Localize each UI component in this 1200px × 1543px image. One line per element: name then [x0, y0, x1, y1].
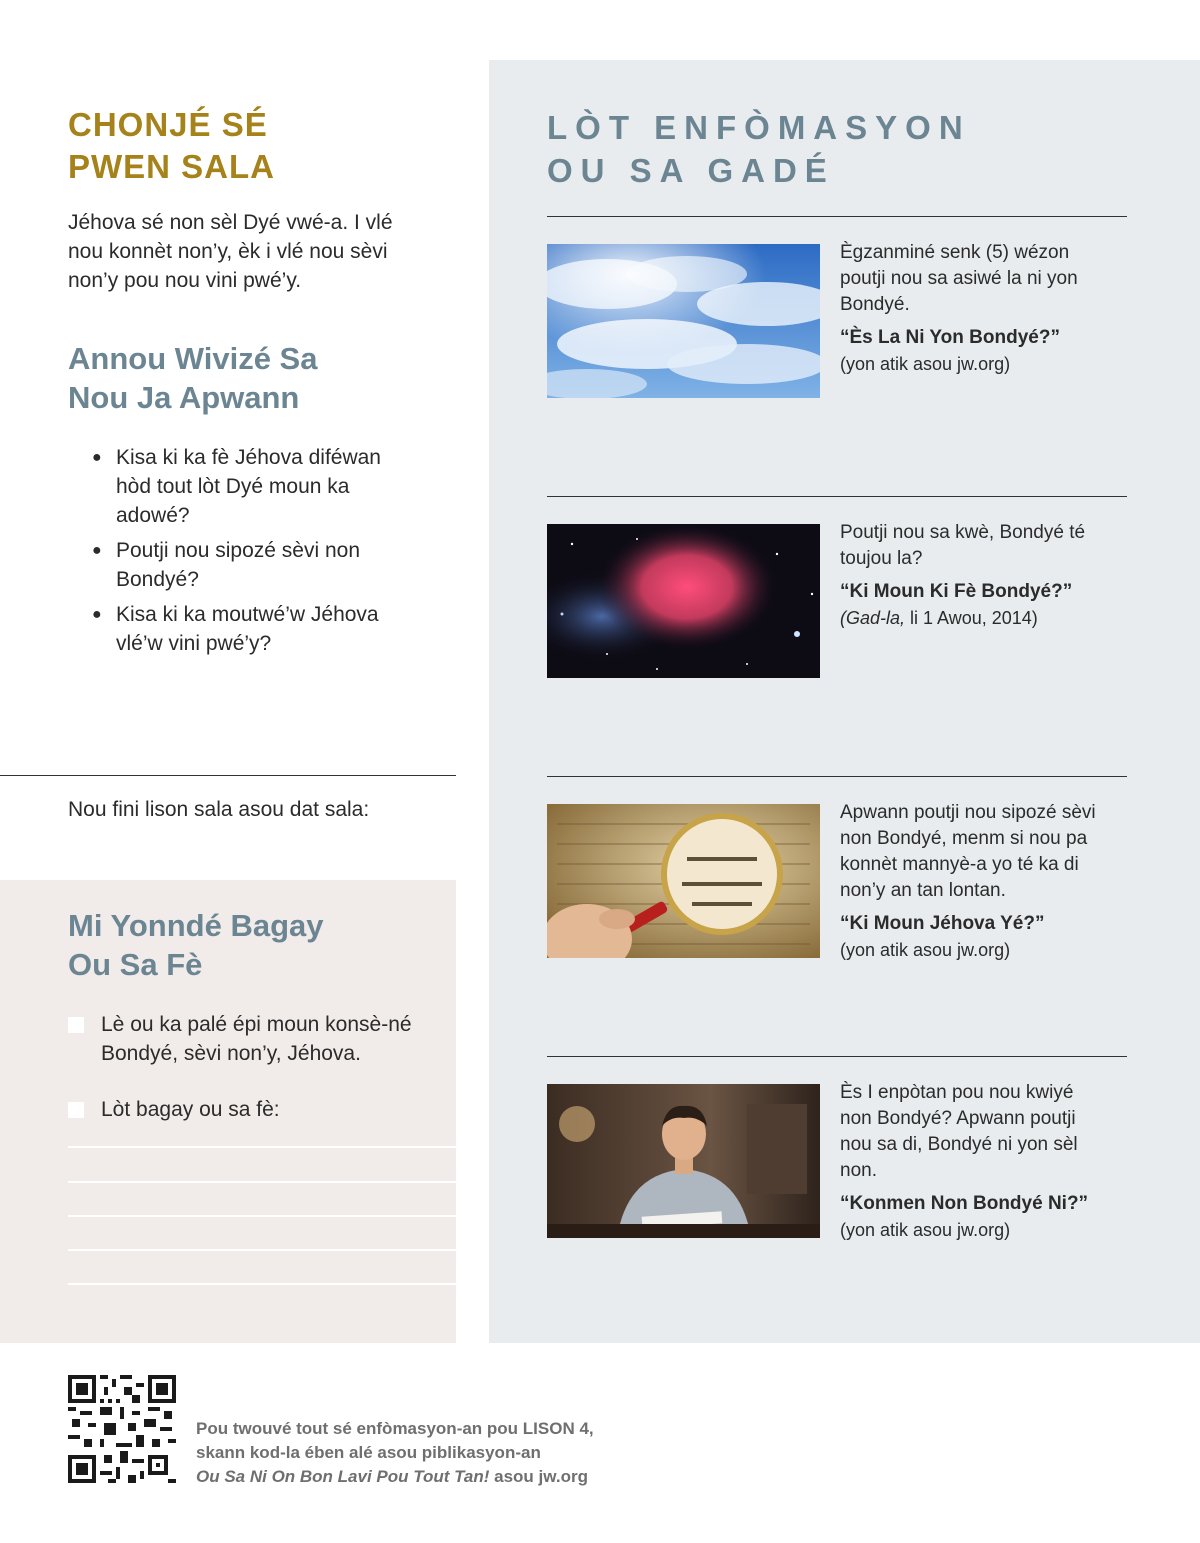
resource-text: Poutji nou sa kwè, Bondyé té toujou la? “Ki Moun Ki Fè Bondyé?” (Gad-la, li 1 Awou, 2014) — [840, 520, 1110, 631]
resource-text: Ès I enpòtan pou nou kwiyé non Bondyé? Apwann poutji nou sa di, Bondyé ni yon sèl non. “Konmen Non Bondyé Ni?” (yon atik asou jw.org) — [840, 1080, 1110, 1243]
bullet-icon: ● — [92, 449, 102, 466]
write-line[interactable] — [68, 1249, 456, 1251]
resource-title[interactable]: “Ki Moun Jéhova Yé?” — [840, 913, 1045, 934]
bullet-icon: ● — [92, 606, 102, 623]
checkbox[interactable] — [68, 1102, 84, 1118]
qr-code[interactable] — [68, 1375, 176, 1483]
goal-title: Mi Yonndé Bagay Ou Sa Fè — [68, 908, 324, 982]
resource-text: Apwann poutji nou sipozé sèvi non Bondyé, menm si nou pa konnèt mannyè-a yo té ka di non’y an tan lontan. “Ki Moun Jéhova Yé?” (yon atik asou jw.org) — [840, 800, 1110, 963]
divider — [547, 776, 1127, 777]
finished-date-label: Nou fini lison sala asou dat sala: — [68, 798, 370, 821]
divider — [547, 1056, 1127, 1057]
resource-title[interactable]: “Konmen Non Bondyé Ni?” — [840, 1193, 1089, 1214]
footer-text: Pou twouvé tout sé enfòmasyon-an pou LISON 4, skann kod-la ében alé asou piblikasyon-an Ou Sa Ni On Bon Lavi Pou Tout Tan! asou jw.org — [196, 1419, 594, 1486]
summary-text: Jéhova sé non sèl Dyé vwé-a. I vlé nou konnèt non’y, èk i vlé nou sèvi non’y pou nou vini pwé’y. — [68, 211, 393, 292]
write-line[interactable] — [68, 1283, 456, 1285]
divider — [547, 496, 1127, 497]
review-title: Annou Wivizé Sa Nou Ja Apwann — [68, 341, 318, 415]
review-item: ● Poutji nou sipozé sèvi non Bondyé? — [92, 536, 412, 594]
magnifying-glass-image[interactable] — [547, 804, 820, 958]
resource-source: (yon atik asou jw.org) — [840, 354, 1011, 374]
more-info-title: LÒT ENFÒMASYON OU SA GADÉ — [547, 109, 971, 189]
resource-text: Ègzanminé senk (5) wézon poutji nou sa asiwé la ni yon Bondyé. “Ès La Ni Yon Bondyé?” (yon atik asou jw.org) — [840, 240, 1110, 377]
resource-source: (yon atik asou jw.org) — [840, 940, 1011, 960]
summary-title: CHONJÉ SÉ PWEN SALA — [68, 106, 275, 185]
man-reading-image[interactable] — [547, 1084, 820, 1238]
write-line[interactable] — [68, 1215, 456, 1217]
write-line[interactable] — [68, 1146, 456, 1148]
divider — [547, 216, 1127, 217]
review-item: ● Kisa ki ka fè Jéhova diféwan hòd tout lòt Dyé moun ka adowé? — [92, 443, 412, 530]
resource-source: (yon atik asou jw.org) — [840, 1220, 1011, 1240]
review-item: ● Kisa ki ka moutwé’w Jéhova vlé’w vini pwé’y? — [92, 600, 412, 658]
publication-title[interactable]: Ou Sa Ni On Bon Lavi Pou Tout Tan! — [196, 1467, 490, 1486]
resource-title[interactable]: “Ki Moun Ki Fè Bondyé?” — [840, 581, 1073, 602]
checkbox[interactable] — [68, 1017, 84, 1033]
write-line[interactable] — [68, 1181, 456, 1183]
review-list — [68, 443, 438, 658]
resource-source: (Gad-la, li 1 Awou, 2014) — [840, 608, 1038, 628]
sky-clouds-image[interactable] — [547, 244, 820, 398]
resource-title[interactable]: “Ès La Ni Yon Bondyé?” — [840, 327, 1060, 348]
divider — [0, 775, 456, 776]
nebula-image[interactable] — [547, 524, 820, 678]
bullet-icon: ● — [92, 542, 102, 559]
goal-item: Lòt bagay ou sa fè: — [68, 1095, 421, 1124]
goal-item: Lè ou ka palé épi moun konsè-né Bondyé, sèvi non’y, Jéhova. — [68, 1010, 421, 1068]
left-column — [68, 104, 438, 664]
